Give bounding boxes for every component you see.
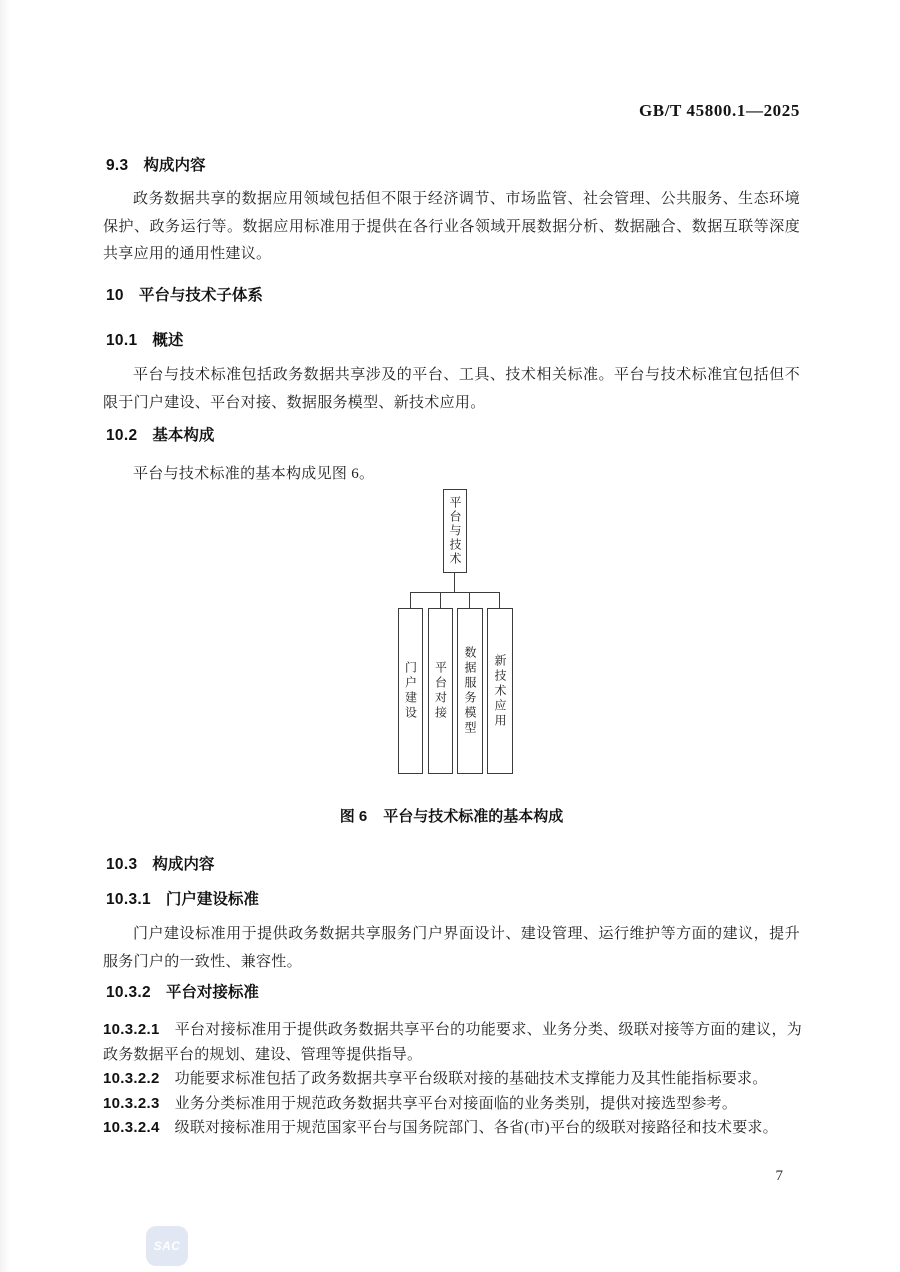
heading-10-3-1	[106, 890, 259, 910]
heading-title: 构成内容	[152, 856, 215, 873]
connector-line	[410, 592, 411, 609]
heading-title: 平台与技术子体系	[138, 287, 263, 304]
heading-10-3	[106, 855, 214, 875]
clause-text: 级联对接标准用于规范国家平台与国务院部门、各省(市)平台的级联对接路径和技术要求。	[174, 1120, 778, 1136]
clause-list	[103, 1018, 802, 1141]
clause-text: 平台对接标准用于提供政务数据共享平台的功能要求、业务分类、级联对接等方面的建议，为政务数据平台的规划、建设、管理等提供指导。	[103, 1022, 802, 1063]
connector-line	[410, 592, 500, 593]
clause-text: 业务分类标准用于规范政务数据共享平台对接面临的业务类别，提供对接选型参考。	[174, 1095, 738, 1112]
heading-title: 构成内容	[143, 157, 206, 174]
figure-6-caption	[103, 806, 800, 828]
heading-number: 10.3.2	[106, 984, 151, 1001]
heading-title: 概述	[152, 332, 184, 349]
heading-number: 10.3.1	[106, 891, 151, 908]
clause-10-3-2-1	[103, 1018, 802, 1067]
paragraph-10-1: 平台与技术标准包括政务数据共享涉及的平台、工具、技术相关标准。平台与技术标准宜包括但不限于门户建设、平台对接、数据服务模型、新技术应用。	[103, 367, 800, 411]
figure-node-portal: 门户建设	[398, 608, 423, 774]
clause-number: 10.3.2.1	[103, 1021, 160, 1038]
clause-10-3-2-4	[103, 1116, 802, 1141]
connector-line	[454, 573, 455, 593]
heading-number: 10.2	[106, 427, 138, 444]
clause-number: 10.3.2.4	[103, 1119, 160, 1136]
heading-number: 10.1	[106, 332, 138, 349]
connector-line	[469, 592, 470, 609]
clause-number: 10.3.2.2	[103, 1070, 160, 1087]
heading-number: 10	[106, 287, 124, 304]
sac-watermark-logo: SAC	[146, 1226, 188, 1266]
clause-text: 功能要求标准包括了政务数据共享平台级联对接的基础技术支撑能力及其性能指标要求。	[174, 1071, 768, 1087]
figure-node-root: 平台与技术	[443, 489, 467, 573]
standard-number-header: GB/T 45800.1—2025	[638, 101, 800, 120]
heading-title: 平台对接标准	[165, 984, 259, 1001]
page-number: 7	[775, 1168, 783, 1184]
connector-line	[499, 592, 500, 609]
paragraph-10-3-1: 门户建设标准用于提供政务数据共享服务门户界面设计、建设管理、运行维护等方面的建议，提升服务门户的一致性、兼容性。	[103, 926, 800, 970]
heading-10	[106, 286, 263, 306]
figure-node-new-technology: 新技术应用	[487, 608, 513, 774]
heading-title: 基本构成	[152, 427, 215, 444]
paragraph-9-3: 政务数据共享的数据应用领域包括但不限于经济调节、市场监管、社会管理、公共服务、生态环境保护、政务运行等。数据应用标准用于提供在各行业各领域开展数据分析、数据融合、数据互联等深度共享应用的通用性建议。	[103, 191, 800, 262]
heading-number: 10.3	[106, 856, 138, 873]
clause-10-3-2-2	[103, 1067, 802, 1092]
clause-10-3-2-3	[103, 1092, 802, 1117]
heading-9-3	[106, 156, 205, 176]
figure-caption-label: 图 6	[339, 808, 368, 825]
clause-number: 10.3.2.3	[103, 1094, 160, 1112]
heading-10-2	[106, 426, 214, 446]
figure-caption-title: 平台与技术标准的基本构成	[383, 808, 564, 825]
figure-node-platform-docking: 平台对接	[428, 608, 453, 774]
paragraph-10-2: 平台与技术标准的基本构成见图 6。	[133, 466, 375, 482]
heading-10-1	[106, 331, 183, 351]
heading-10-3-2	[106, 983, 259, 1003]
figure-node-data-service-model: 数据服务模型	[457, 608, 483, 774]
connector-line	[440, 592, 441, 609]
heading-number: 9.3	[106, 157, 129, 174]
heading-title: 门户建设标准	[165, 891, 259, 908]
